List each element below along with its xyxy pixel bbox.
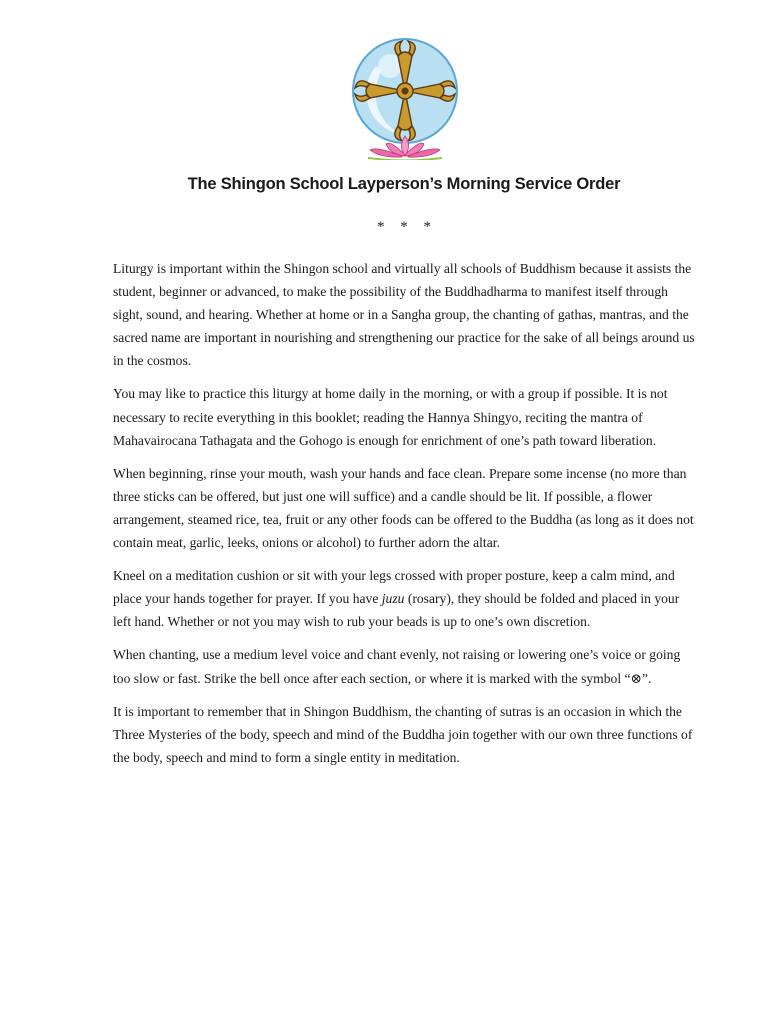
paragraph-three-mysteries: It is important to remember that in Shingon Buddhism, the chanting of sutras is an occasion in which the Three Mysteries of the body, speech and mind of the Buddha join together with our own three functions of the body, speech and mind to form a single entity in meditation. xyxy=(113,703,693,765)
paragraph-posture xyxy=(113,564,697,633)
vajra-lotus-logo-icon xyxy=(346,36,464,160)
paragraph-practice: You may like to practice this liturgy at home daily in the morning, or with a group if possible. It is not necessary to recite everything in this booklet; reading the Hannya Shingyo, reciting the mantra of Mahavairocana Tathagata and the Gohogo is enough for enrichment of one’s path toward liberation. xyxy=(113,386,668,448)
paragraph-chanting: When chanting, use a medium level voice and chant evenly, not raising or lowering one’s voice or going too slow or fast. Strike the bell once after each section, or where it is marked with the symbol “⊗”. xyxy=(113,647,681,686)
document-body xyxy=(113,257,697,779)
paragraph-posture-part2: (rosary), they should be folded and placed in your left hand. Whether or not you may wish to rub your beads is up to one’s own discretion. xyxy=(113,591,680,630)
paragraph-beginning: When beginning, rinse your mouth, wash your hands and face clean. Prepare some incense (no more than three sticks can be offered, but just one will suffice) and a candle should be lit. If possible, a flower arrangement, steamed rice, tea, fruit or any other foods can be offered to the Buddha (as long as it does not contain meat, garlic, leeks, onions or alcohol) to further adorn the altar. xyxy=(113,465,694,551)
paragraph-posture-part1: Kneel on a meditation cushion or sit with your legs crossed with proper posture, keep a calm mind, and place your hands together for prayer. If you have xyxy=(113,568,675,607)
section-separator: * * * xyxy=(377,219,431,235)
page-title: The Shingon School Layperson’s Morning Service Order xyxy=(187,175,621,193)
paragraph-liturgy: Liturgy is important within the Shingon school and virtually all schools of Buddhism because it assists the student, beginner or advanced, to make the possibility of the Buddhadharma to manifest itself through sight, sound, and hearing. Whether at home or in a Sangha group, the chanting of gathas, mantras, and the sacred name are important in nourishing and strengthening our practice for the sake of all beings around us in the cosmos. xyxy=(113,261,695,369)
juzu-term: juzu xyxy=(381,591,405,607)
